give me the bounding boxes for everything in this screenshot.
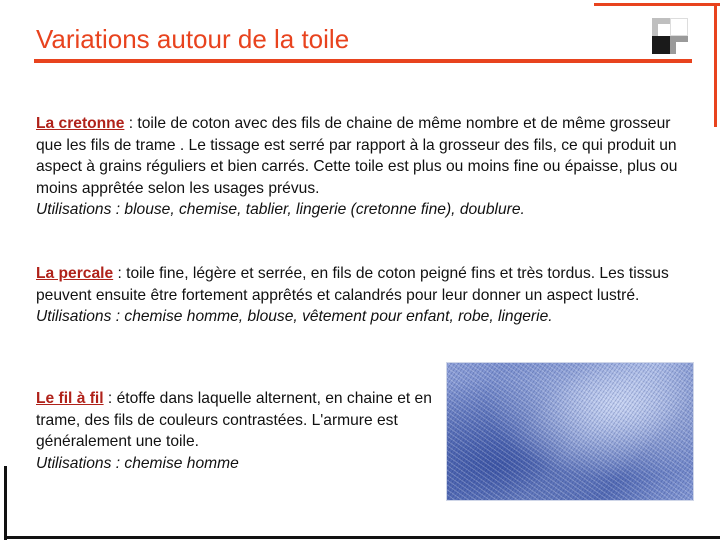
term-fil-a-fil: Le fil à fil [36, 390, 104, 407]
term-percale: La percale [36, 265, 114, 282]
usage-percale: Utilisations : chemise homme, blouse, vêtement pour enfant, robe, lingerie. [36, 308, 553, 325]
section-cretonne [36, 113, 696, 221]
title-underline [34, 59, 692, 63]
description-fil-a-fil: : étoffe dans laquelle alternent, en chaine et en trame, des fils de couleurs contrastées. L'armure est généralement une toile. [36, 390, 432, 450]
description-cretonne: : toile de coton avec des fils de chaine de même nombre et de même grosseur que les fils de trame . Le tissage est serré par rapport à la grosseur des fils, ce qui produit un aspect à grains réguliers et bien carrés. Cette toile est plus ou moins fine ou épaisse, plus ou moins apprêtée selon les usages prévus. [36, 115, 678, 197]
frame-line-right [714, 3, 717, 127]
frame-line-top [594, 3, 720, 6]
usage-fil-a-fil: Utilisations : chemise homme [36, 454, 239, 472]
usage-cretonne: Utilisations : blouse, chemise, tablier, lingerie (cretonne fine), doublure. [36, 201, 525, 218]
frame-line-left [4, 466, 7, 540]
section-fil-a-fil [36, 388, 456, 474]
term-cretonne: La cretonne [36, 115, 125, 132]
description-percale: : toile fine, légère et serrée, en fils de coton peigné fins et très tordus. Les tissus peuvent ensuite être fortement apprêtés et calandrés pour leur donner un aspect lustré. [36, 265, 669, 304]
section-percale [36, 263, 696, 328]
slide-title: Variations autour de la toile [36, 24, 350, 54]
checker-square-logo [652, 18, 688, 54]
fabric-photo [446, 362, 694, 501]
frame-line-bottom [4, 536, 720, 539]
